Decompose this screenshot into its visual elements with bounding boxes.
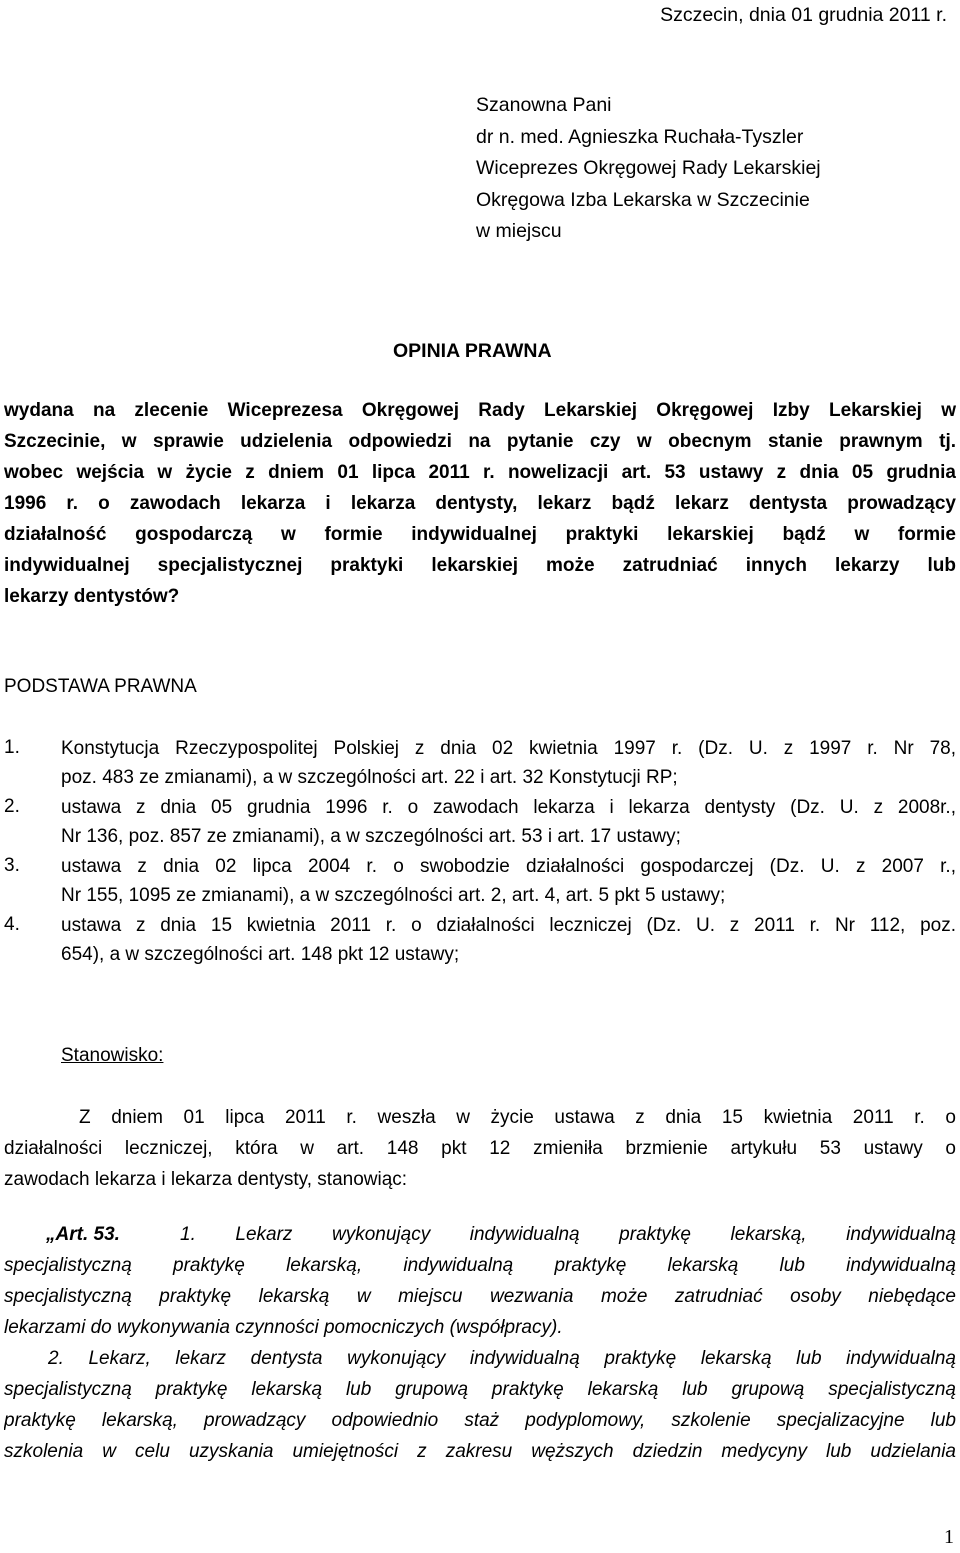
list-item (4, 910, 956, 940)
list-item-text: ustawa z dnia 02 lipca 2004 r. o swobodzie działalności gospodarczej (Dz. U. z 2007 r., (61, 856, 956, 877)
list-item-text: Nr 136, poz. 857 ze zmianami), a w szczególności art. 53 i art. 17 ustawy; (61, 825, 681, 847)
list-item-number: 4. (4, 914, 20, 935)
quote-line: specjalistyczną praktykę lekarską w miejscu wezwania może zatrudniać osoby niebędące (4, 1286, 956, 1307)
list-item-continuation (4, 822, 956, 852)
quoted-article (4, 1219, 956, 1467)
lead-line: wydana na zlecenie Wiceprezesa Okręgowej Rady Lekarskiej Okręgowej Izby Lekarskiej w (4, 400, 956, 421)
list-item-number: 3. (4, 855, 20, 876)
document-title: OPINIA PRAWNA (393, 340, 552, 362)
list-item-text: Konstytucja Rzeczypospolitej Polskiej z dnia 02 kwietnia 1997 r. (Dz. U. z 1997 r. Nr 78, (61, 738, 956, 759)
quote-line: praktykę lekarską, prowadzący odpowiednio staż podyplomowy, szkolenie specjalizacyjne lub (4, 1410, 956, 1431)
list-item-continuation (4, 940, 956, 970)
list-item-number: 1. (4, 737, 20, 758)
lead-line: 1996 r. o zawodach lekarza i lekarza dentysty, lekarz bądź lekarz dentysta prowadzący (4, 493, 956, 514)
paragraph-line: zawodach lekarza i lekarza dentysty, stanowiąc: (4, 1169, 408, 1190)
list-item-text: ustawa z dnia 05 grudnia 1996 r. o zawodach lekarza i lekarza dentysty (Dz. U. z 2008r., (61, 797, 956, 818)
lead-line: indywidualnej specjalistycznej praktyki lekarskiej może zatrudniać innych lekarzy lub (4, 555, 956, 576)
quote-line: lekarzami do wykonywania czynności pomocniczych (współpracy). (4, 1317, 563, 1338)
lead-line: wobec wejścia w życie z dniem 01 lipca 2011 r. nowelizacji art. 53 ustawy z dnia 05 grudnia (4, 462, 956, 483)
position-paragraph (4, 1102, 956, 1195)
legal-basis-list (4, 733, 956, 969)
addressee-location: w miejscu (476, 220, 562, 242)
addressee-salutation: Szanowna Pani (476, 94, 612, 116)
list-item (4, 851, 956, 881)
page-number: 1 (944, 1526, 954, 1548)
list-item-text: Nr 155, 1095 ze zmianami), a w szczególności art. 2, art. 4, art. 5 pkt 5 ustawy; (61, 884, 726, 906)
position-heading: Stanowisko: (61, 1045, 164, 1066)
lead-line: Szczecinie, w sprawie udzielenia odpowiedzi na pytanie czy w obecnym stanie prawnym tj. (4, 431, 956, 452)
legal-basis-heading: PODSTAWA PRAWNA (4, 676, 197, 697)
quote-line: szkolenia w celu uzyskania umiejętności z zakresu węższych dziedzin medycyny lub udzielania (4, 1441, 956, 1462)
letter-date: Szczecin, dnia 01 grudnia 2011 r. (660, 4, 947, 26)
quote-line: specjalistyczną praktykę lekarską lub grupową praktykę lekarską lub grupową specjalistyczną (4, 1379, 956, 1400)
list-item-continuation (4, 763, 956, 793)
list-item (4, 792, 956, 822)
paragraph-line: Z dniem 01 lipca 2011 r. weszła w życie ustawa z dnia 15 kwietnia 2011 r. o (79, 1107, 956, 1128)
quote-line-text: 1. Lekarz wykonujący indywidualną praktykę lekarską, indywidualną (180, 1224, 956, 1245)
addressee-block (476, 90, 821, 248)
quote-line: specjalistyczną praktykę lekarską, indywidualną praktykę lekarską lub indywidualną (4, 1255, 956, 1276)
list-item-number: 2. (4, 796, 20, 817)
list-item-text: poz. 483 ze zmianami), a w szczególności art. 22 i art. 32 Konstytucji RP; (61, 766, 678, 788)
list-item-text: ustawa z dnia 15 kwietnia 2011 r. o działalności leczniczej (Dz. U. z 2011 r. Nr 112, poz. (61, 915, 956, 936)
quote-line (4, 1219, 956, 1250)
quote-line: 2. Lekarz, lekarz dentysta wykonujący indywidualną praktykę lekarską lub indywidualną (48, 1348, 956, 1369)
article-label: „Art. 53. (46, 1224, 120, 1245)
list-item-continuation (4, 881, 956, 911)
lead-paragraph (4, 395, 956, 612)
addressee-name: dr n. med. Agnieszka Ruchała-Tyszler (476, 125, 804, 148)
list-item (4, 733, 956, 763)
addressee-institution: Okręgowa Izba Lekarska w Szczecinie (476, 188, 810, 211)
paragraph-line: działalności leczniczej, która w art. 148 pkt 12 zmieniła brzmienie artykułu 53 ustawy o (4, 1138, 956, 1159)
list-item-text: 654), a w szczególności art. 148 pkt 12 ustawy; (61, 943, 460, 965)
lead-line: lekarzy dentystów? (4, 586, 180, 607)
addressee-position: Wiceprezes Okręgowej Rady Lekarskiej (476, 157, 821, 179)
lead-line: działalność gospodarczą w formie indywidualnej praktyki lekarskiej bądź w formie (4, 524, 956, 545)
